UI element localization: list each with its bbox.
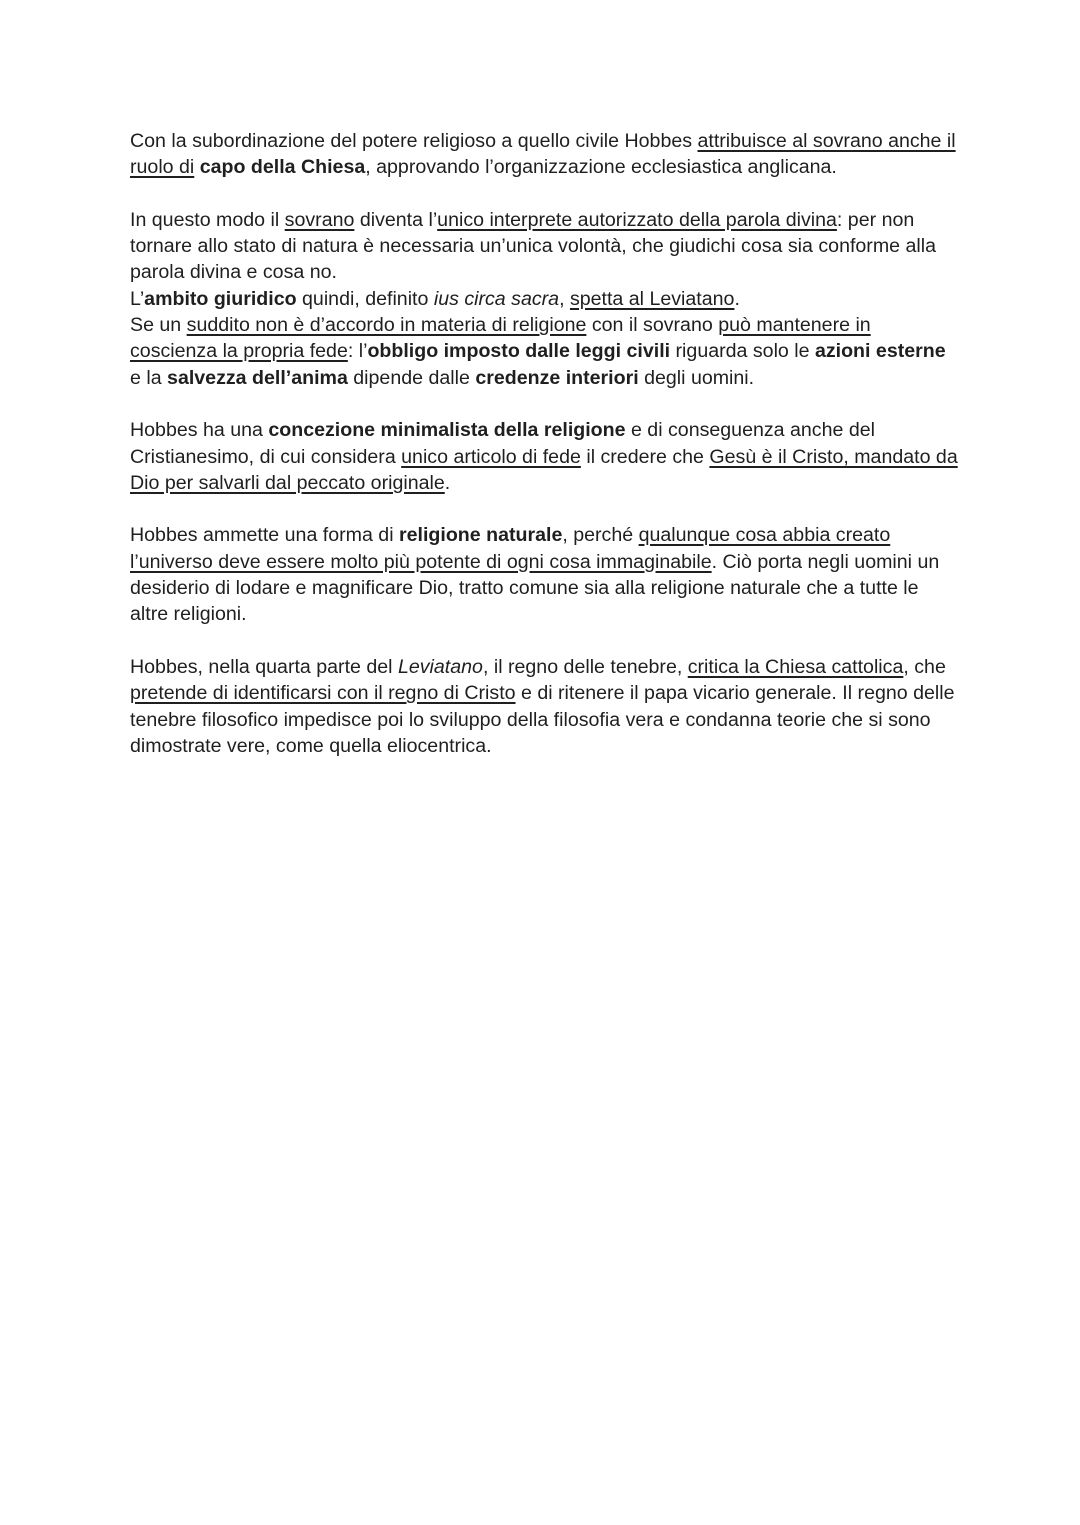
text-run: Hobbes, nella quarta parte del [130, 655, 398, 678]
paragraph [130, 128, 960, 181]
text-run: , il regno delle tenebre, [482, 655, 688, 678]
paragraph [130, 286, 960, 312]
underlined-text: può mantenere in coscienza la propria fede [130, 314, 871, 363]
underlined-text: attribuisce al sovrano anche il ruolo di [130, 130, 956, 179]
text-run: riguarda solo le [670, 340, 815, 363]
text-run: degli uomini. [638, 366, 755, 389]
paragraph [130, 522, 960, 627]
text-run: Se un [130, 314, 187, 337]
text-run: e di ritenere il papa vicario generale. Il regno delle tenebre filosofico impedisce poi lo sviluppo della filosofia vera e condanna teorie che si sono dimostrate vere, come quella eliocentrica. [130, 682, 955, 757]
bold-text: azioni esterne [814, 340, 946, 363]
paragraph [130, 312, 960, 391]
text-run: quindi, definito [296, 287, 434, 310]
bold-text: salvezza dell’anima [167, 366, 348, 389]
underlined-text: critica la Chiesa cattolica [687, 655, 904, 678]
text-run: L’ [130, 287, 145, 310]
underlined-text: pretende di identificarsi con il regno di Cristo [130, 682, 516, 705]
text-run: e la [130, 366, 168, 389]
bold-text: ambito giuridico [144, 287, 297, 310]
text-run: con il sovrano [586, 314, 719, 337]
text-run: Con la subordinazione del potere religioso a quello civile Hobbes [130, 130, 698, 152]
italic-text: Leviatano [397, 655, 483, 678]
italic-text: ius circa sacra [433, 287, 560, 310]
text-run: , perché [562, 524, 639, 547]
text-run: : per non tornare allo stato di natura è necessaria un’unica volontà, che giudichi cosa sia conforme alla parola divina e cosa no. [130, 208, 936, 284]
text-run: Hobbes ha una [130, 419, 269, 442]
text-run: , approvando l’organizzazione ecclesiastica anglicana. [365, 156, 837, 179]
underlined-text: qualunque cosa abbia creato l’universo deve essere molto più potente di ogni cosa immaginabile [130, 524, 891, 573]
text-run: , che [903, 655, 946, 678]
paragraph [130, 417, 960, 496]
underlined-text: suddito non è d’accordo in materia di religione [186, 314, 587, 337]
text-run: . Ciò porta negli uomini un desiderio di lodare e magnificare Dio, tratto comune sia alla religione naturale che a tutte le altre religioni. [130, 550, 940, 626]
text-run: dipende dalle [347, 366, 476, 389]
text-run: In questo modo il [130, 208, 285, 231]
underlined-text: spetta al Leviatano [569, 287, 735, 310]
underlined-text: Gesù è il Cristo, mandato da Dio per salvarli dal peccato originale [130, 445, 958, 494]
text-run: diventa l’ [354, 208, 438, 231]
bold-text: concezione minimalista della religione [268, 419, 626, 442]
bold-text: obbligo imposto dalle leggi civili [367, 340, 671, 363]
bold-text: capo della Chiesa [199, 156, 366, 179]
underlined-text: unico articolo di fede [401, 445, 581, 468]
paragraph [130, 654, 960, 759]
bold-text: credenze interiori [475, 366, 639, 389]
text-run: : l’ [347, 340, 368, 363]
paragraph [130, 207, 960, 286]
text-run: Hobbes ammette una forma di [130, 524, 400, 547]
text-run: , [559, 287, 570, 310]
text-run: . [734, 287, 740, 310]
text-run: il credere che [580, 445, 710, 468]
underlined-text: sovrano [284, 208, 355, 231]
text-run: . [444, 471, 451, 494]
bold-text: religione naturale [399, 524, 563, 547]
text-run: e di conseguenza anche del Cristianesimo, di cui considera [130, 419, 875, 468]
underlined-text: unico interprete autorizzato della parola divina [437, 208, 837, 231]
document-body [130, 128, 960, 785]
